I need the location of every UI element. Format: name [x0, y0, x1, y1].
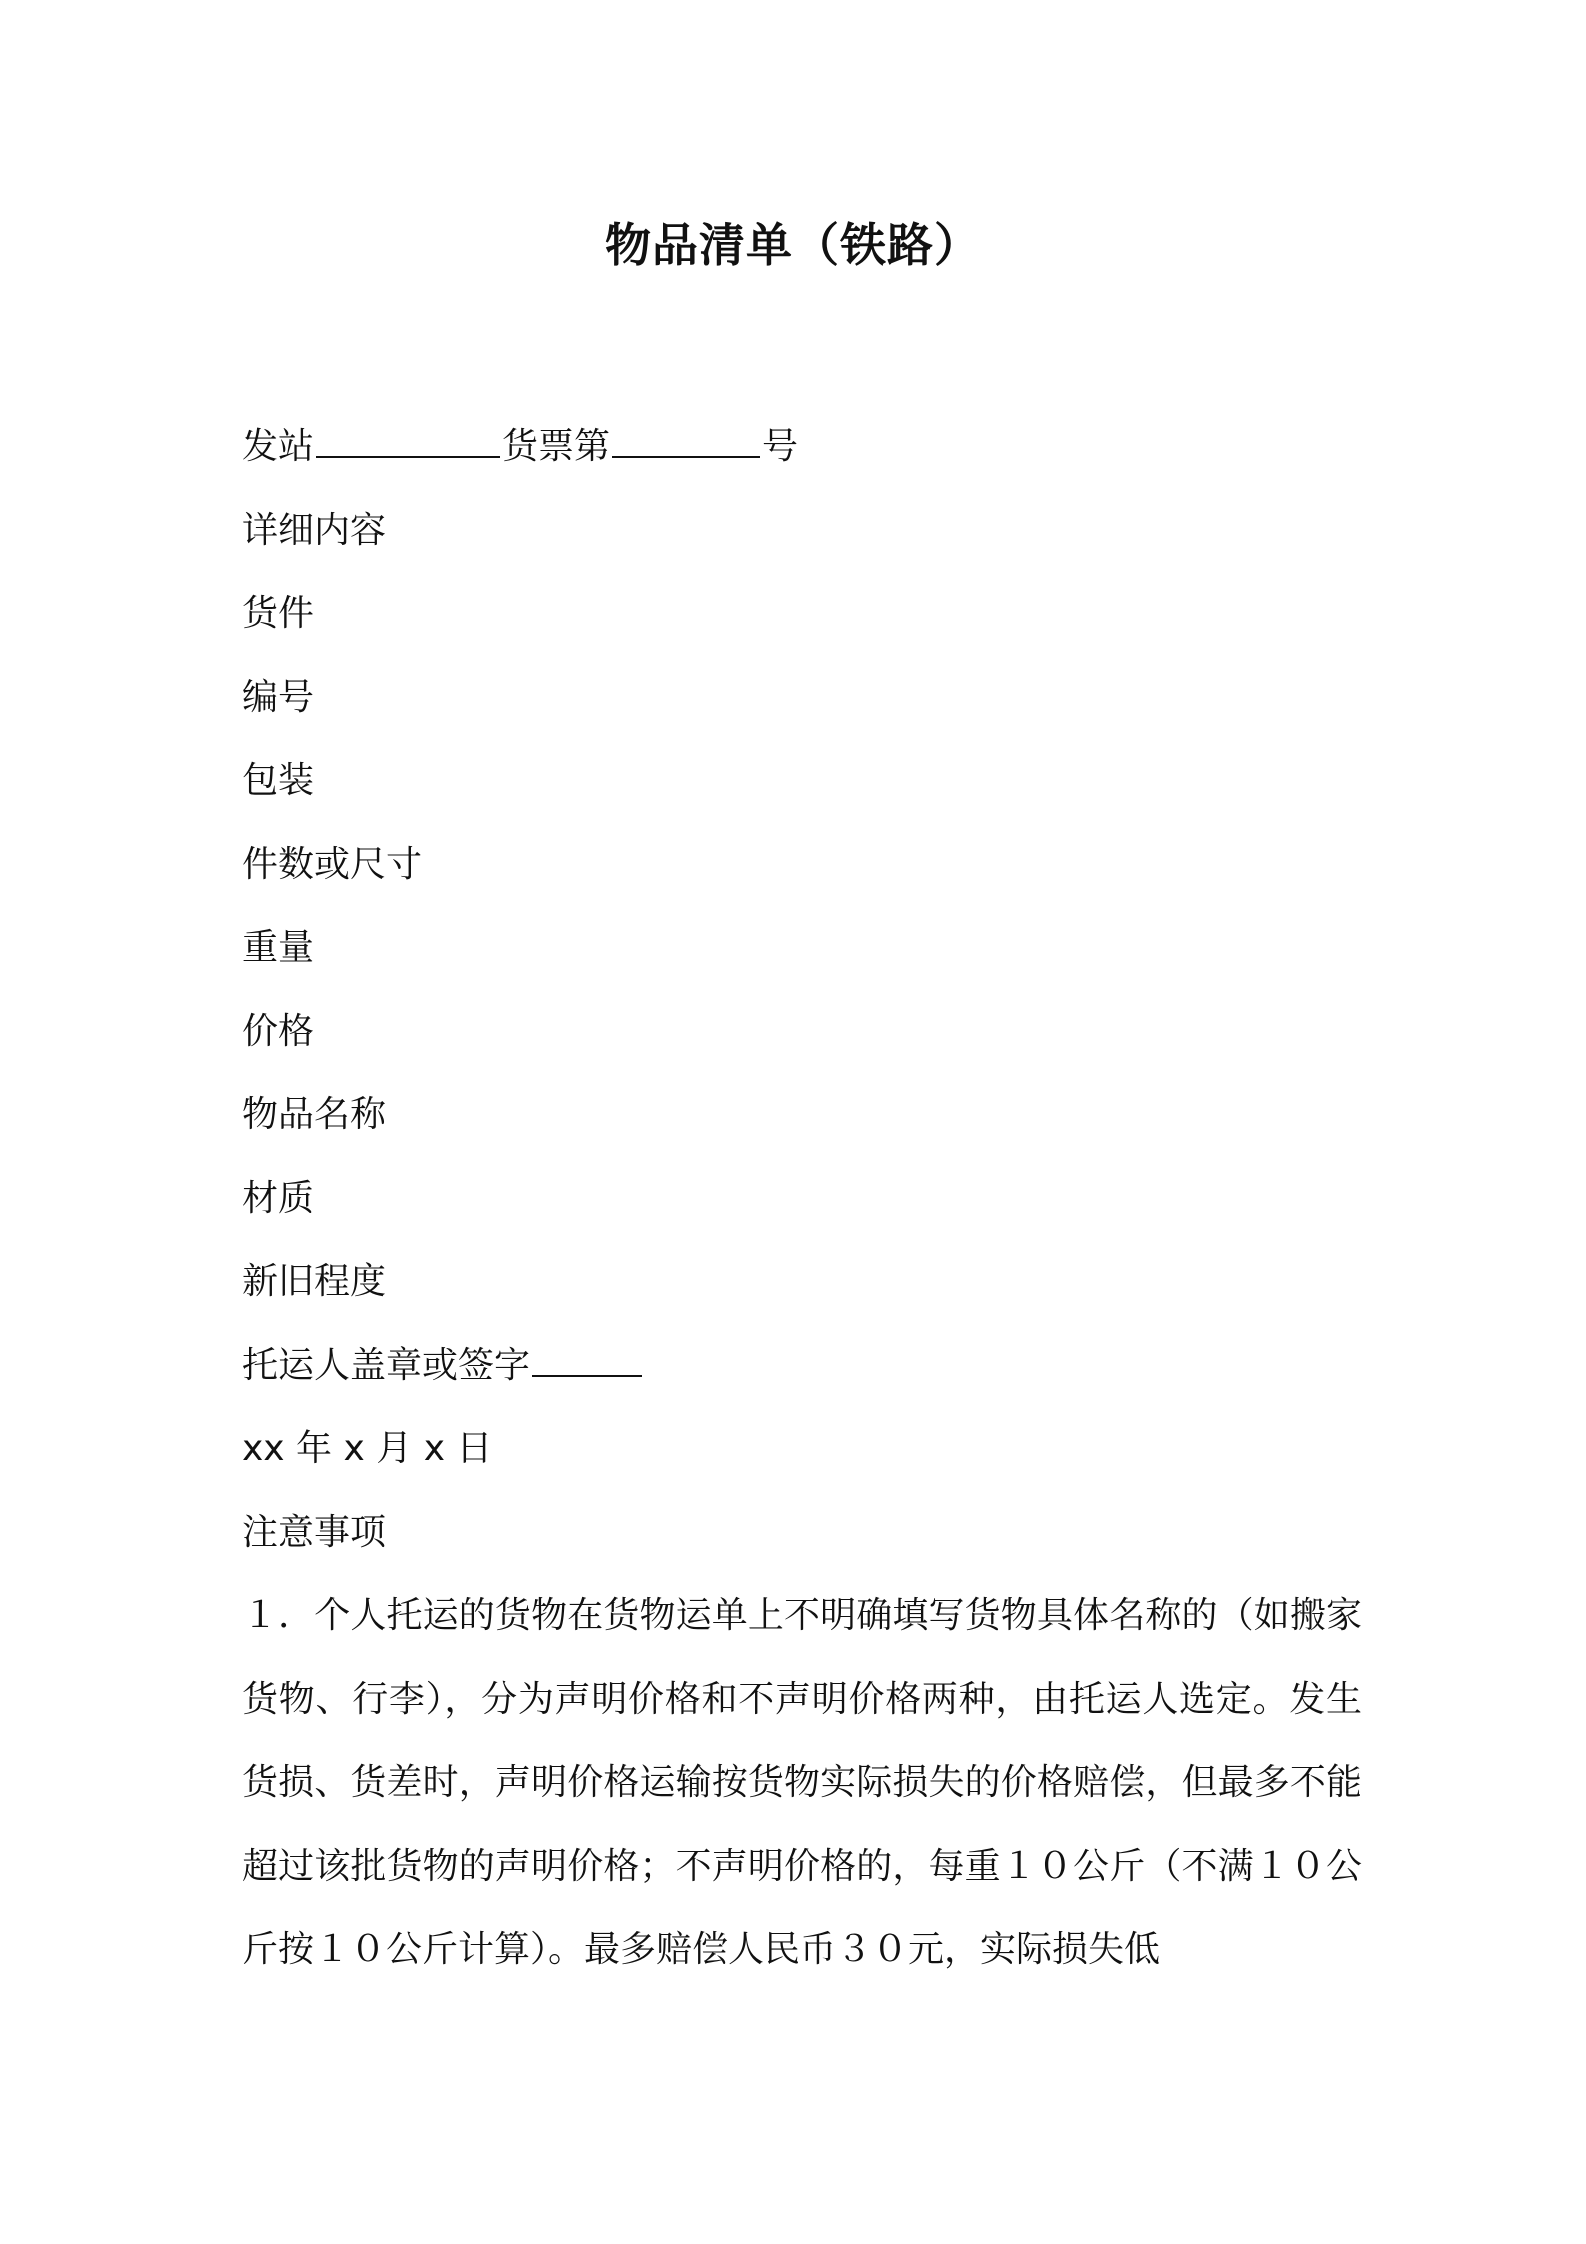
station-blank — [316, 416, 500, 458]
notes-heading: 注意事项 — [242, 1511, 387, 1553]
signature-blank — [532, 1335, 642, 1377]
field-cargo: 货件 — [242, 593, 315, 634]
field-price: 价格 — [242, 1010, 315, 1052]
field-item-name: 物品名称 — [242, 1094, 387, 1135]
station-ticket-line — [242, 405, 1362, 489]
document-title: 物品清单（铁路） — [605, 218, 981, 272]
document-body — [242, 405, 1362, 1992]
station-label: 发站 — [242, 426, 315, 467]
date-line: xx 年 x 月 x 日 — [242, 1428, 493, 1469]
ticket-label: 货票第 — [502, 426, 611, 467]
field-weight: 重量 — [242, 927, 315, 968]
field-detail-content: 详细内容 — [242, 509, 387, 551]
field-packaging: 包装 — [242, 760, 315, 801]
note-paragraph-1: １．个人托运的货物在货物运单上不明确填写货物具体名称的（如搬家货物、行李），分为声明价格和不声明价格两种，由托运人选定。发生货损、货差时，声明价格运输按货物实际损失的价格赔偿，但最多不能超过该批货物的声明价格；不声明价格的，每重１０公斤（不满１０公斤按１０公斤计算）。最多赔偿人民币３０元，实际损失低 — [242, 1595, 1362, 1970]
number-suffix: 号 — [762, 426, 799, 467]
signature-label: 托运人盖章或签字 — [242, 1344, 531, 1386]
ticket-number-blank — [612, 416, 760, 458]
field-condition: 新旧程度 — [242, 1261, 387, 1302]
field-count-or-size: 件数或尺寸 — [242, 843, 423, 885]
field-number: 编号 — [242, 676, 315, 718]
signature-line — [242, 1324, 1362, 1408]
field-material: 材质 — [242, 1177, 315, 1219]
